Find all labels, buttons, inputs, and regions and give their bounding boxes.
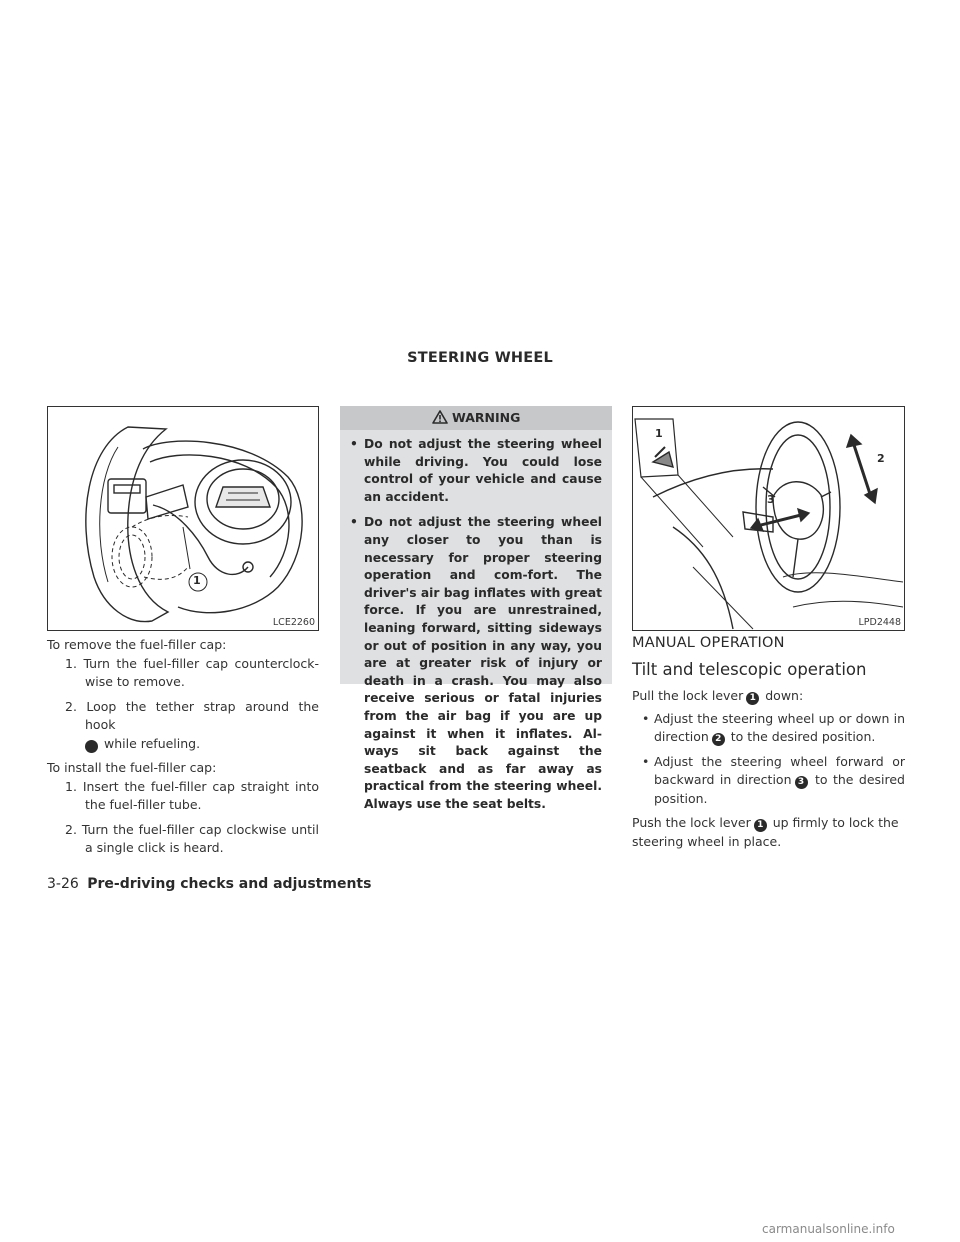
watermark: carmanualsonline.info — [762, 1222, 895, 1236]
figure-code: LPD2448 — [858, 617, 901, 628]
install-step-2: 2. Turn the fuel-filler cap clockwise until a single click is heard. — [65, 821, 319, 855]
figure-code: LCE2260 — [272, 617, 315, 628]
section-title: STEERING WHEEL — [407, 350, 553, 366]
right-column — [632, 634, 905, 851]
figure-callout-2: 2 — [877, 452, 885, 465]
callout-1: 1 — [746, 692, 759, 705]
callout-1: 1 — [85, 740, 98, 753]
page-footer — [47, 876, 371, 892]
section-heading: MANUAL OPERATION — [632, 635, 785, 651]
warning-item: • Do not adjust the steering wheel while driving. You could lose control of your vehicle and cause an accident. — [350, 437, 602, 504]
figure-callout-3: 3 — [767, 493, 775, 506]
push-instruction: Push the lock lever 1 up firmly to lock the steering wheel in place. — [632, 815, 899, 849]
pull-instruction: Pull the lock lever 1 down: — [632, 688, 804, 703]
figure-callout-1: 1 — [193, 574, 201, 587]
callout-3: 3 — [795, 776, 808, 789]
chapter-title: Pre-driving checks and adjustments — [87, 876, 372, 892]
steering-illustration — [633, 407, 904, 630]
fuel-cap-figure — [47, 406, 319, 631]
page-number: 3-26 — [47, 876, 79, 892]
bullet-item: • Adjust the steering wheel forward or backward in direction 3 to the desired position. — [642, 753, 905, 806]
fuel-cap-illustration — [48, 407, 318, 630]
bullet-item: • Adjust the steering wheel up or down in direction 2 to the desired position. — [642, 710, 905, 744]
figure-callout-1: 1 — [655, 427, 663, 440]
sub-heading: Tilt and telescopic operation — [632, 659, 867, 679]
callout-1: 1 — [754, 819, 767, 832]
callout-2: 2 — [712, 733, 725, 746]
warning-icon — [432, 410, 448, 424]
left-column — [47, 636, 319, 858]
install-step-1: 1. Insert the fuel-filler cap straight into the fuel-filler tube. — [65, 778, 319, 812]
steering-figure — [632, 406, 905, 631]
remove-step-2: 2. Loop the tether strap around the hook 1 while refueling. — [65, 698, 319, 751]
remove-step-1: 1. Turn the fuel-filler cap counterclock-wise to remove. — [65, 655, 319, 689]
warning-body — [340, 430, 612, 831]
install-intro: To install the fuel-filler cap: — [47, 760, 217, 775]
warning-item: • Do not adjust the steering wheel any closer to you than is necessary for proper steering operation and com-fort. The driver's air bag inflates with great force. If you are unrestrained, leaning forward, sitting sideways or out of position in any way, you are at greater risk of injury or death in a crash. You may also receive serious or fatal injuries from the air bag if you are up against it when it inflates. Al-ways sit back against the seatback and as far away as practical from the steering wheel. Always use the seat belts. — [350, 515, 602, 811]
warning-title: WARNING — [452, 410, 521, 425]
warning-header — [340, 406, 612, 430]
remove-intro: To remove the fuel-filler cap: — [47, 637, 227, 652]
warning-box — [340, 406, 612, 811]
